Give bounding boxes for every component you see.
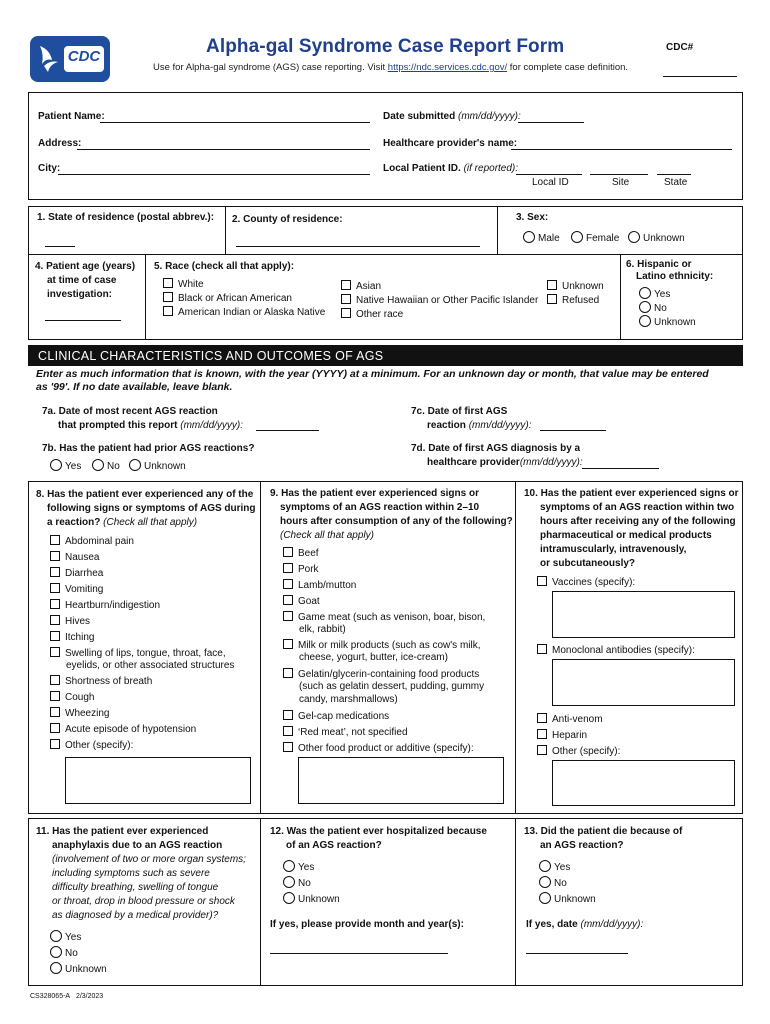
q8-hives[interactable]: Hives bbox=[50, 615, 90, 627]
q9-game-meat[interactable]: Game meat (such as venison, boar, bison, bbox=[283, 611, 485, 623]
radio-icon bbox=[639, 315, 651, 327]
radio-icon bbox=[283, 860, 295, 872]
checkbox-icon bbox=[283, 742, 293, 752]
q8-vomiting[interactable]: Vomiting bbox=[50, 583, 103, 595]
divider bbox=[28, 254, 743, 255]
sex-female-option[interactable]: Female bbox=[571, 231, 619, 244]
checkbox-icon bbox=[283, 547, 293, 557]
q9-gelatin-cont-2: candy, marshmallows) bbox=[299, 694, 398, 705]
q9-label: 9. Has the patient ever experienced signs or symptoms of an AGS reaction within 2–10 hours after consumption of any of the following? (Check all that apply) bbox=[270, 488, 513, 541]
q1-label: 1. State of residence (postal abbrev.): bbox=[37, 212, 215, 223]
radio-icon bbox=[539, 892, 551, 904]
state-of-residence-field[interactable] bbox=[45, 246, 75, 247]
checkbox-icon bbox=[50, 631, 60, 641]
q4-label: 4. Patient age (years) at time of case investigation: bbox=[35, 261, 136, 300]
checkbox-icon bbox=[547, 294, 557, 304]
radio-icon bbox=[523, 231, 535, 243]
q10-label: 10. Has the patient ever experienced signs or symptoms of an AGS reaction within two hours after receiving any of the following pharmaceutical or medical products intramuscularly, intravenously, or subcutaneously? bbox=[524, 488, 739, 569]
patient-name-label: Patient Name: bbox=[38, 111, 105, 122]
city-label: City: bbox=[38, 163, 61, 174]
cdc-number-label: CDC# bbox=[666, 42, 694, 53]
checkbox-icon bbox=[50, 599, 60, 609]
form-code: CS328065-A bbox=[30, 993, 71, 1000]
q12-unknown-option[interactable]: Unknown bbox=[283, 892, 340, 905]
checkbox-icon bbox=[50, 691, 60, 701]
race-asian-checkbox[interactable]: Asian bbox=[341, 280, 381, 292]
divider bbox=[515, 818, 516, 986]
q10-other-specify-box[interactable] bbox=[552, 760, 735, 806]
local-id-field[interactable] bbox=[516, 174, 582, 175]
q10-other[interactable]: Other (specify): bbox=[537, 745, 620, 757]
checkbox-icon bbox=[283, 611, 293, 621]
q7d-date-field[interactable] bbox=[582, 468, 659, 469]
radio-icon bbox=[639, 301, 651, 313]
date-submitted-field[interactable] bbox=[518, 122, 584, 123]
checkbox-icon bbox=[50, 707, 60, 717]
checkbox-icon bbox=[163, 278, 173, 288]
q9-lamb[interactable]: Lamb/mutton bbox=[283, 579, 356, 591]
q8-swelling-cont: eyelids, or other associated structures bbox=[66, 660, 235, 671]
q7b-no-option[interactable]: No bbox=[92, 459, 120, 472]
checkbox-icon bbox=[50, 647, 60, 657]
checkbox-icon bbox=[341, 308, 351, 318]
provider-label: Healthcare provider's name: bbox=[383, 138, 518, 149]
hispanic-unknown-option[interactable]: Unknown bbox=[639, 315, 696, 328]
q8-hypotension[interactable]: Acute episode of hypotension bbox=[50, 723, 196, 735]
q7b-label: 7b. Has the patient had prior AGS reactions? bbox=[42, 443, 255, 454]
q8-swelling[interactable]: Swelling of lips, tongue, throat, face, bbox=[50, 647, 226, 659]
q11-yes-option[interactable]: Yes bbox=[50, 930, 81, 943]
radio-icon bbox=[50, 962, 62, 974]
race-white-checkbox[interactable]: White bbox=[163, 278, 204, 290]
q9-milk-cont: cheese, yogurt, butter, ice-cream) bbox=[299, 652, 448, 663]
sex-unknown-option[interactable]: Unknown bbox=[628, 231, 685, 244]
q9-other[interactable]: Other food product or additive (specify): bbox=[283, 742, 474, 754]
q12-followup-field[interactable] bbox=[270, 953, 448, 954]
race-refused-checkbox[interactable]: Refused bbox=[547, 294, 599, 306]
q11-no-option[interactable]: No bbox=[50, 946, 78, 959]
q10-heparin[interactable]: Heparin bbox=[537, 729, 587, 741]
radio-icon bbox=[539, 876, 551, 888]
divider bbox=[497, 206, 498, 254]
q9-gelatin[interactable]: Gelatin/glycerin-containing food products bbox=[283, 668, 479, 680]
q8-shortness-of-breath[interactable]: Shortness of breath bbox=[50, 675, 152, 687]
q9-goat[interactable]: Goat bbox=[283, 595, 320, 607]
q2-label: 2. County of residence: bbox=[232, 214, 343, 225]
q10-monoclonal-specify-box[interactable] bbox=[552, 659, 735, 706]
checkbox-icon bbox=[163, 306, 173, 316]
checkbox-icon bbox=[283, 595, 293, 605]
q7d-label: 7d. Date of first AGS diagnosis by a healthcare provider(mm/dd/yyyy): bbox=[411, 443, 583, 468]
county-field[interactable] bbox=[236, 246, 480, 247]
hispanic-no-option[interactable]: No bbox=[639, 301, 667, 314]
q9-milk[interactable]: Milk or milk products (such as cow's milk, bbox=[283, 639, 481, 651]
form-date: 2/3/2023 bbox=[75, 993, 104, 1000]
patient-age-field[interactable] bbox=[45, 320, 121, 321]
checkbox-icon bbox=[537, 745, 547, 755]
checkbox-icon bbox=[50, 551, 60, 561]
site-field[interactable] bbox=[590, 174, 648, 175]
state-field[interactable] bbox=[657, 174, 691, 175]
q7b-yes-option[interactable]: Yes bbox=[50, 459, 81, 472]
race-black-checkbox[interactable]: Black or African American bbox=[163, 292, 292, 304]
q11-label: 11. Has the patient ever experienced anaphylaxis due to an AGS reaction (involvement of two or more organ systems; including symptoms such as severe difficulty breathing, swelling of tongue or throat, drop in blood pressure or shock as diagnosed by a medical provider)? bbox=[36, 826, 246, 921]
q9-beef[interactable]: Beef bbox=[283, 547, 319, 559]
checkbox-icon bbox=[50, 723, 60, 733]
q10-vaccines[interactable]: Vaccines (specify): bbox=[537, 576, 635, 588]
clinical-section-banner: CLINICAL CHARACTERISTICS AND OUTCOMES OF AGS bbox=[28, 345, 743, 366]
q7a-label: 7a. Date of most recent AGS reaction that prompted this report (mm/dd/yyyy): bbox=[42, 406, 244, 431]
state-sublabel: State bbox=[664, 177, 688, 188]
q9-red-meat[interactable]: ‘Red meat’, not specified bbox=[283, 726, 408, 738]
divider bbox=[145, 254, 146, 340]
divider bbox=[260, 818, 261, 986]
checkbox-icon bbox=[537, 729, 547, 739]
radio-icon bbox=[539, 860, 551, 872]
checkbox-icon bbox=[283, 726, 293, 736]
q12-label: 12. Was the patient ever hospitalized because of an AGS reaction? bbox=[270, 826, 487, 851]
checkbox-icon bbox=[283, 710, 293, 720]
address-field[interactable] bbox=[77, 149, 370, 150]
form-footer bbox=[30, 993, 103, 1000]
checkbox-icon bbox=[50, 567, 60, 577]
q8-wheezing[interactable]: Wheezing bbox=[50, 707, 109, 719]
q8-label: 8. Has the patient ever experienced any of the following signs or symptoms of AGS during a reaction? (Check all that apply) bbox=[36, 489, 256, 528]
q13-no-option[interactable]: No bbox=[539, 876, 567, 889]
divider bbox=[620, 254, 621, 340]
checkbox-icon bbox=[283, 668, 293, 678]
radio-icon bbox=[92, 459, 104, 471]
checkbox-icon bbox=[50, 615, 60, 625]
q8-nausea[interactable]: Nausea bbox=[50, 551, 99, 563]
checkbox-icon bbox=[283, 563, 293, 573]
case-definition-link[interactable]: https://ndc.services.cdc.gov/ bbox=[387, 62, 508, 73]
radio-icon bbox=[50, 946, 62, 958]
q13-unknown-option[interactable]: Unknown bbox=[539, 892, 596, 905]
q9-other-specify-box[interactable] bbox=[298, 757, 504, 804]
checkbox-icon bbox=[50, 583, 60, 593]
checkbox-icon bbox=[341, 280, 351, 290]
race-aian-checkbox[interactable]: American Indian or Alaska Native bbox=[163, 306, 325, 318]
site-sublabel: Site bbox=[612, 177, 630, 188]
q10-anti-venom[interactable]: Anti-venom bbox=[537, 713, 603, 725]
city-field[interactable] bbox=[58, 174, 370, 175]
q8-cough[interactable]: Cough bbox=[50, 691, 94, 703]
q9-gel-cap[interactable]: Gel-cap medications bbox=[283, 710, 389, 722]
checkbox-icon bbox=[283, 639, 293, 649]
patient-name-field[interactable] bbox=[100, 122, 370, 123]
q3-label: 3. Sex: bbox=[516, 212, 549, 223]
local-id-sublabel: Local ID bbox=[532, 177, 569, 188]
q10-vaccines-specify-box[interactable] bbox=[552, 591, 735, 638]
checkbox-icon bbox=[50, 535, 60, 545]
q8-heartburn[interactable]: Heartburn/indigestion bbox=[50, 599, 160, 611]
q9-gelatin-cont-1: (such as gelatin dessert, pudding, gummy bbox=[299, 681, 485, 692]
checkbox-icon bbox=[537, 713, 547, 723]
q9-game-meat-cont: elk, rabbit) bbox=[299, 624, 346, 635]
q6-label: 6. Hispanic or Latino ethnicity: bbox=[626, 259, 714, 282]
form-title: Alpha-gal Syndrome Case Report Form bbox=[206, 36, 565, 57]
divider bbox=[225, 206, 226, 254]
form-subtitle: Use for Alpha-gal syndrome (AGS) case reporting. Visit https://ndc.services.cdc.gov/ for complete case definition. bbox=[153, 62, 629, 73]
date-submitted-label: Date submitted (mm/dd/yyyy): bbox=[383, 111, 521, 122]
race-unknown-checkbox[interactable]: Unknown bbox=[547, 280, 604, 292]
q5-label: 5. Race (check all that apply): bbox=[154, 261, 295, 272]
cdc-logo-text: CDC bbox=[67, 48, 101, 65]
q11-unknown-option[interactable]: Unknown bbox=[50, 962, 107, 975]
race-nhpi-checkbox[interactable]: Native Hawaiian or Other Pacific Islander bbox=[341, 294, 538, 306]
checkbox-icon bbox=[537, 644, 547, 654]
checkbox-icon bbox=[547, 280, 557, 290]
divider bbox=[260, 481, 261, 814]
radio-icon bbox=[571, 231, 583, 243]
q13-label: 13. Did the patient die because of an AGS reaction? bbox=[524, 826, 683, 851]
q10-monoclonal[interactable]: Monoclonal antibodies (specify): bbox=[537, 644, 695, 656]
provider-field[interactable] bbox=[511, 149, 732, 150]
radio-icon bbox=[639, 287, 651, 299]
cdc-number-field[interactable] bbox=[663, 76, 737, 77]
q9-pork[interactable]: Pork bbox=[283, 563, 319, 575]
checkbox-icon bbox=[50, 739, 60, 749]
checkbox-icon bbox=[163, 292, 173, 302]
address-label: Address: bbox=[38, 138, 82, 149]
q8-other[interactable]: Other (specify): bbox=[50, 739, 133, 751]
q7a-date-field[interactable] bbox=[256, 430, 319, 431]
checkbox-icon bbox=[537, 576, 547, 586]
q8-other-specify-box[interactable] bbox=[65, 757, 251, 804]
q13-date-field[interactable] bbox=[526, 953, 628, 954]
checkbox-icon bbox=[283, 579, 293, 589]
radio-icon bbox=[129, 459, 141, 471]
hispanic-yes-option[interactable]: Yes bbox=[639, 287, 670, 300]
radio-icon bbox=[628, 231, 640, 243]
radio-icon bbox=[283, 892, 295, 904]
local-id-label: Local Patient ID. (if reported): bbox=[383, 163, 519, 174]
checkbox-icon bbox=[341, 294, 351, 304]
radio-icon bbox=[50, 459, 62, 471]
sex-male-option[interactable]: Male bbox=[523, 231, 560, 244]
q12-no-option[interactable]: No bbox=[283, 876, 311, 889]
q12-yes-option[interactable]: Yes bbox=[283, 860, 314, 873]
q12-followup-label: If yes, please provide month and year(s): bbox=[270, 919, 464, 930]
cdc-logo bbox=[30, 36, 110, 82]
q8-abdominal-pain[interactable]: Abdominal pain bbox=[50, 535, 134, 547]
radio-icon bbox=[50, 930, 62, 942]
q13-followup-label: If yes, date (mm/dd/yyyy): bbox=[526, 919, 644, 930]
race-other-checkbox[interactable]: Other race bbox=[341, 308, 403, 320]
q7c-label: 7c. Date of first AGS reaction (mm/dd/yyyy): bbox=[411, 406, 532, 431]
checkbox-icon bbox=[50, 675, 60, 685]
q13-yes-option[interactable]: Yes bbox=[539, 860, 570, 873]
q8-itching[interactable]: Itching bbox=[50, 631, 94, 643]
q8-diarrhea[interactable]: Diarrhea bbox=[50, 567, 103, 579]
q7c-date-field[interactable] bbox=[540, 430, 606, 431]
divider bbox=[515, 481, 516, 814]
q7b-unknown-option[interactable]: Unknown bbox=[129, 459, 186, 472]
radio-icon bbox=[283, 876, 295, 888]
clinical-instructions: Enter as much information that is known, with the year (YYYY) at a minimum. For an unknown day or month, that value may be entered as '99'. If no date available, leave blank. bbox=[36, 368, 709, 393]
